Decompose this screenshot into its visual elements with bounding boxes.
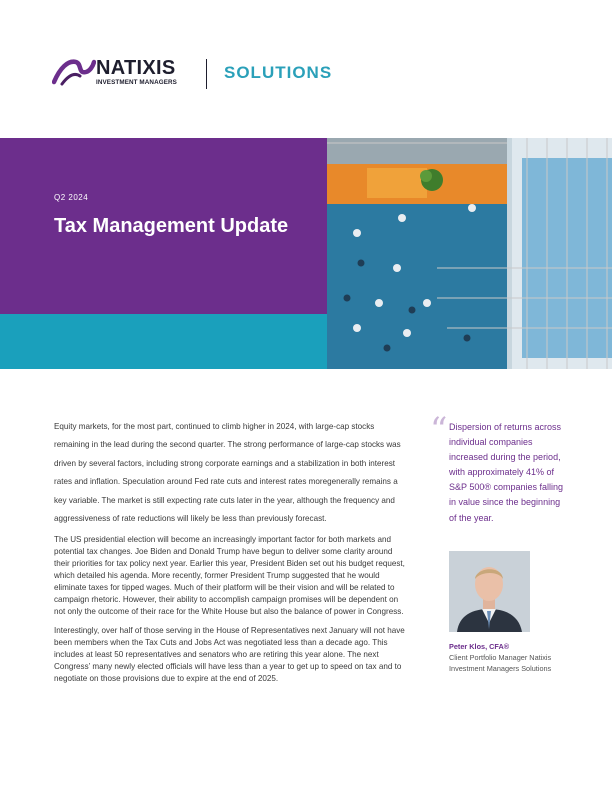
page-title: Tax Management Update: [54, 215, 289, 237]
pull-quote: Dispersion of returns across individual companies increased during the period, with approximately 41% of S&P 500® companies falling in value since the beginning of the year.: [449, 422, 564, 523]
quote-mark-icon: “: [430, 410, 448, 450]
body-paragraph: Interestingly, over half of those serving in the House of Representatives next January will not have been members when the Tax Cuts and Jobs Act was negotiated less than a decade ago. This includes at least 50 representatives and senators who are retiring this year alone. The next Congress’ many newly elected officials will have less than a year to get up to speed on tax and to negotiate on those provisions due to expire at the end of 2025.: [54, 626, 405, 684]
brand-subtitle: INVESTMENT MANAGERS: [96, 79, 177, 86]
section-label: SOLUTIONS: [224, 63, 333, 82]
author-role: Client Portfolio Manager Natixis Investment Managers Solutions: [449, 653, 552, 673]
body-paragraph: The US presidential election will become an increasingly important factor for both markets and potential tax changes. Joe Biden and Donald Trump have begun to deliver some clarity around their priorities for tax policy next year. Earlier this year, President Biden set out his budget request, which detailed his agenda. More recently, former President Trump suggested that he would eliminate taxes for tipped wages. Much of their platform will be their vision and will be related to campaign rhetoric. However, their ability to accomplish campaign promises will be dependent on not only the outcome of their race for the White House but also the balance of power in Congress.: [54, 535, 405, 617]
author-name: Peter Klos, CFA®: [449, 642, 510, 651]
header-divider: [206, 59, 207, 89]
body-paragraph: Equity markets, for the most part, continued to climb higher in 2024, with large-cap stocks remaining in the lead during the second quarter. The strong performance of large-cap stocks was driven by several factors, including strong corporate earnings and a stabilization in both interest rates and inflation. Speculation around Fed rate cuts and interest rates moregenerally remains a key variable. The market is still expecting rate cuts later in the year, although the frequency and aggressiveness of rate reductions will likely be less than previously forecast.: [54, 422, 401, 524]
brand-name: NATIXIS: [96, 57, 176, 79]
body-text: [54, 418, 406, 685]
report-quarter: Q2 2024: [54, 193, 89, 202]
natixis-logo-icon: [52, 56, 96, 86]
author-photo: [449, 551, 530, 632]
hero-photo: [327, 138, 612, 369]
